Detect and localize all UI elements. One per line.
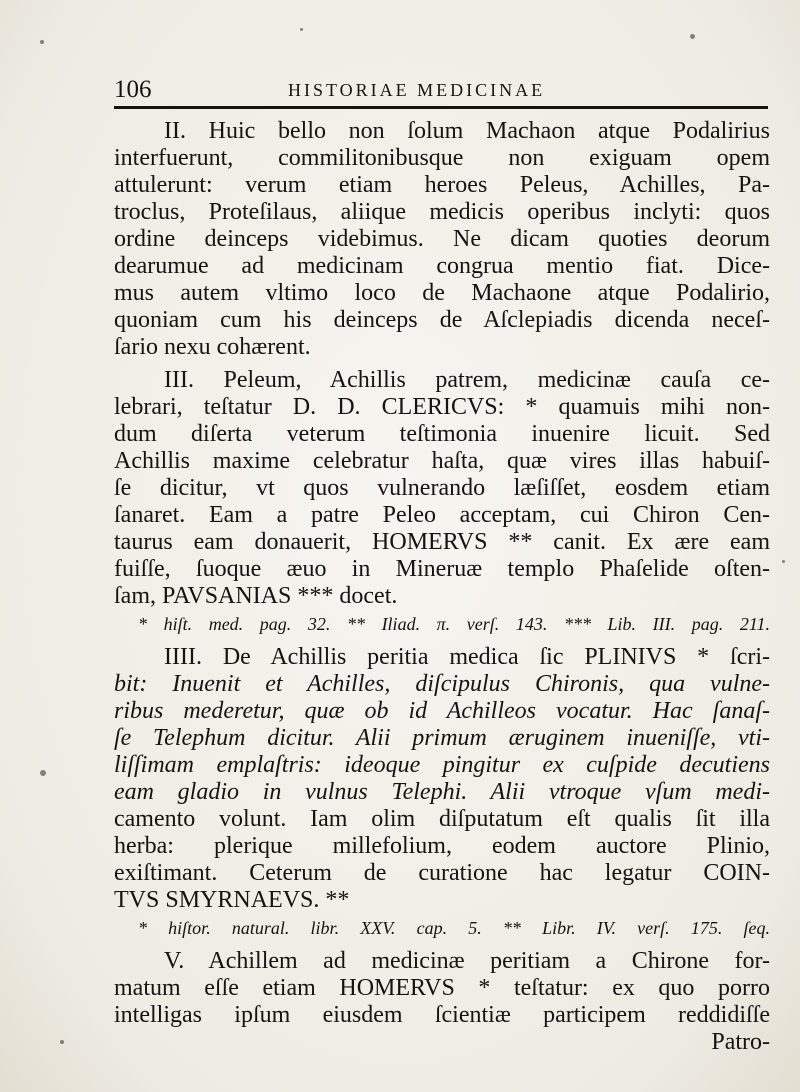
footnote: * hiſt. med. pag. 32. ** Iliad. π. verſ. 143. *** Lib. III. pag. 211.: [138, 614, 770, 634]
paragraph-iii: [114, 367, 770, 638]
page-number: 106: [114, 76, 152, 103]
paragraph-iiii: [114, 644, 770, 942]
text-line: V. Achillem ad medicinæ peritiam a Chirone for-: [164, 948, 770, 974]
text-line: intelligas ipſum eiusdem ſcientiæ participem reddidiſſe: [114, 1002, 770, 1028]
text-line: matum eſſe etiam HOMERVS * teſtatur: ex quo porro: [114, 975, 770, 1001]
header-rule: [114, 106, 768, 109]
catchword: Patro-: [711, 1029, 770, 1055]
text-line: IIII. De Achillis peritia medica ſic PLINIVS * ſcri-: [164, 644, 770, 670]
text-line: ſario nexu cohærent.: [114, 334, 311, 360]
text-line: taurus eam donauerit, HOMERVS ** canit. Ex ære eam: [114, 529, 770, 555]
text-line: interfuerunt, commilitonibusque non exiguam opem: [114, 145, 770, 171]
text-line: TVS SMYRNAEVS. **: [114, 887, 350, 913]
paper-speck: [782, 560, 785, 563]
footnote: * hiſtor. natural. libr. XXV. cap. 5. ** Libr. IV. verſ. 175. ſeq.: [138, 918, 770, 938]
text-line: attulerunt: verum etiam heroes Peleus, Achilles, Pa-: [114, 172, 770, 198]
paper-speck: [690, 34, 695, 39]
text-line: III. Peleum, Achillis patrem, medicinæ cauſa ce-: [164, 367, 770, 393]
text-line: ſe dicitur, vt quos vulnerando læſiſſet, eosdem etiam: [114, 475, 770, 501]
text-line: exiſtimant. Ceterum de curatione hac legatur COIN-: [114, 860, 770, 886]
text-line: herba: plerique millefolium, eodem auctore Plinio,: [114, 833, 770, 859]
running-head: HISTORIAE MEDICINAE: [288, 80, 546, 100]
text-line: ſam, PAVSANIAS *** docet.: [114, 583, 398, 609]
text-line: Achillis maxime celebratur haſta, quæ vires illas habuiſ-: [114, 448, 770, 474]
text-line: ſanaret. Eam a patre Peleo acceptam, cui Chiron Cen-: [114, 502, 770, 528]
text-line: troclus, Proteſilaus, aliique medicis operibus inclyti: quos: [114, 199, 770, 225]
text-line: bit: Inuenit et Achilles, diſcipulus Chironis, qua vulne-: [114, 671, 770, 697]
text-line: fuiſſe, ſuoque æuo in Mineruæ templo Phaſelide oſten-: [114, 556, 770, 582]
text-line: liſſimam emplaſtris: ideoque pingitur ex cuſpide decutiens: [114, 752, 770, 778]
paper-speck: [60, 1040, 64, 1044]
page-header: [114, 74, 770, 106]
text-line: II. Huic bello non ſolum Machaon atque Podalirius: [164, 118, 770, 144]
text-line: ordine deinceps videbimus. Ne dicam quoties deorum: [114, 226, 770, 252]
paragraph-v: [114, 948, 770, 1056]
text-line: mus autem vltimo loco de Machaone atque Podalirio,: [114, 280, 770, 306]
text-line: quoniam cum his deinceps de Aſclepiadis dicenda neceſ-: [114, 307, 770, 333]
paper-speck: [300, 28, 303, 31]
text-line: dum diſerta veterum teſtimonia inuenire licuit. Sed: [114, 421, 770, 447]
body-text: [114, 118, 770, 1056]
paper-speck: [40, 40, 44, 44]
text-line: ſe Telephum dicitur. Alii primum æruginem inueniſſe, vti-: [114, 725, 770, 751]
text-line: dearumue ad medicinam congrua mentio fiat. Dice-: [114, 253, 770, 279]
paper-speck: [40, 770, 46, 776]
text-line: lebrari, teſtatur D. D. CLERICVS: * quamuis mihi non-: [114, 394, 770, 420]
text-line: eam gladio in vulnus Telephi. Alii vtroque vſum medi-: [114, 779, 770, 805]
paragraph-ii: [114, 118, 770, 361]
text-line: camento volunt. Iam olim diſputatum eſt qualis ſit illa: [114, 806, 770, 832]
text-line: ribus mederetur, quæ ob id Achilleos vocatur. Hac ſanaſ-: [114, 698, 770, 724]
